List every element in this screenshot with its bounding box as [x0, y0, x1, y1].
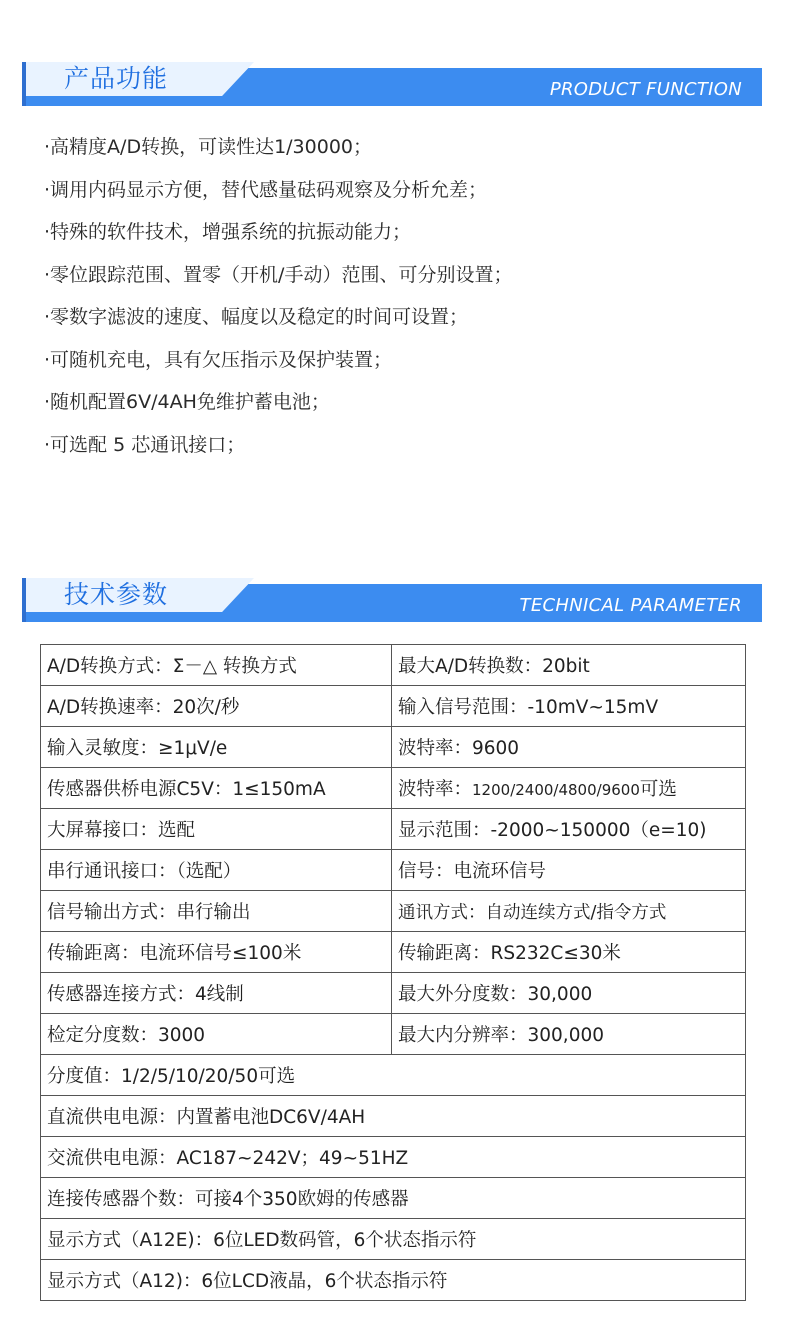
- banner-accent: [22, 578, 26, 622]
- table-row: [41, 809, 746, 850]
- table-row: [41, 1014, 746, 1055]
- table-row: [41, 973, 746, 1014]
- feature-item: ·零位跟踪范围、置零（开机/手动）范围、可分别设置；: [44, 263, 513, 286]
- section-banner-function: [22, 62, 762, 106]
- table-row: [41, 1219, 746, 1260]
- feature-item: ·高精度A/D转换，可读性达1/30000；: [44, 136, 373, 158]
- baud-options-suffix: 可选: [639, 779, 677, 800]
- section-banner-parameter: [22, 578, 762, 622]
- param-cell: 显示范围：-2000~150000（e=10): [392, 809, 746, 850]
- param-cell: 输入灵敏度：≥1μV/e: [41, 727, 392, 768]
- table-row: [41, 1096, 746, 1137]
- table-row: [41, 932, 746, 973]
- param-cell-full: 显示方式（A12)：6位LCD液晶，6个状态指示符: [41, 1260, 746, 1301]
- param-cell: 通讯方式：自动连续方式/指令方式: [392, 891, 746, 932]
- section-title: 技术参数: [64, 580, 169, 609]
- param-cell: 最大A/D转换数：20bit: [392, 645, 746, 686]
- param-cell: 检定分度数：3000: [41, 1014, 392, 1055]
- param-cell: 串行通讯接口：（选配）: [41, 850, 392, 891]
- param-cell-full: 直流供电电源：内置蓄电池DC6V/4AH: [41, 1096, 746, 1137]
- feature-item: ·可选配 5 芯通讯接口；: [44, 433, 246, 456]
- param-cell: 传输距离：RS232C≤30米: [392, 932, 746, 973]
- table-row: [41, 1055, 746, 1096]
- baud-options-list: 1200/2400/4800/9600: [472, 781, 640, 799]
- baud-label: 波特率：: [398, 779, 473, 800]
- banner-accent: [22, 62, 26, 106]
- param-cell-baud-options: [392, 768, 746, 809]
- feature-item: ·调用内码显示方便，替代感量砝码观察及分析允差；: [44, 178, 488, 201]
- table-row: [41, 645, 746, 686]
- param-cell: 传感器供桥电源C5V：1≤150mA: [41, 768, 392, 809]
- feature-item: ·特殊的软件技术，增强系统的抗振动能力；: [44, 221, 412, 243]
- table-row: [41, 891, 746, 932]
- param-cell: 传输距离：电流环信号≤100米: [41, 932, 392, 973]
- table-row: [41, 1260, 746, 1301]
- param-cell: 最大外分度数：30,000: [392, 973, 746, 1014]
- table-row: [41, 850, 746, 891]
- section-subtitle-en: PRODUCT FUNCTION: [549, 79, 742, 100]
- param-cell: 波特率：9600: [392, 727, 746, 768]
- feature-item: ·可随机充电，具有欠压指示及保护装置；: [44, 348, 393, 371]
- param-cell-full: 显示方式（A12E)：6位LED数码管，6个状态指示符: [41, 1219, 746, 1260]
- table-row: [41, 768, 746, 809]
- param-cell: 最大内分辨率：300,000: [392, 1014, 746, 1055]
- param-cell: 大屏幕接口：选配: [41, 809, 392, 850]
- param-cell: A/D转换速率：20次/秒: [41, 686, 392, 727]
- feature-item: ·零数字滤波的速度、幅度以及稳定的时间可设置；: [44, 306, 469, 328]
- param-cell-full: 连接传感器个数：可接4个350欧姆的传感器: [41, 1178, 746, 1219]
- section-subtitle-en: TECHNICAL PARAMETER: [519, 595, 742, 616]
- feature-list: [44, 130, 764, 470]
- table-row: [41, 727, 746, 768]
- param-cell-full: 交流供电电源：AC187~242V；49~51HZ: [41, 1137, 746, 1178]
- param-cell: 输入信号范围：-10mV~15mV: [392, 686, 746, 727]
- param-cell: 传感器连接方式：4线制: [41, 973, 392, 1014]
- table-row: [41, 1178, 746, 1219]
- parameter-table: [40, 644, 746, 1301]
- param-cell: 信号：电流环信号: [392, 850, 746, 891]
- param-cell-full: 分度值：1/2/5/10/20/50可选: [41, 1055, 746, 1096]
- param-cell: 信号输出方式：串行输出: [41, 891, 392, 932]
- param-cell: A/D转换方式：Σ－△ 转换方式: [41, 645, 392, 686]
- feature-item: ·随机配置6V/4AH免维护蓄电池；: [44, 391, 330, 413]
- table-row: [41, 1137, 746, 1178]
- section-title: 产品功能: [64, 64, 169, 93]
- table-row: [41, 686, 746, 727]
